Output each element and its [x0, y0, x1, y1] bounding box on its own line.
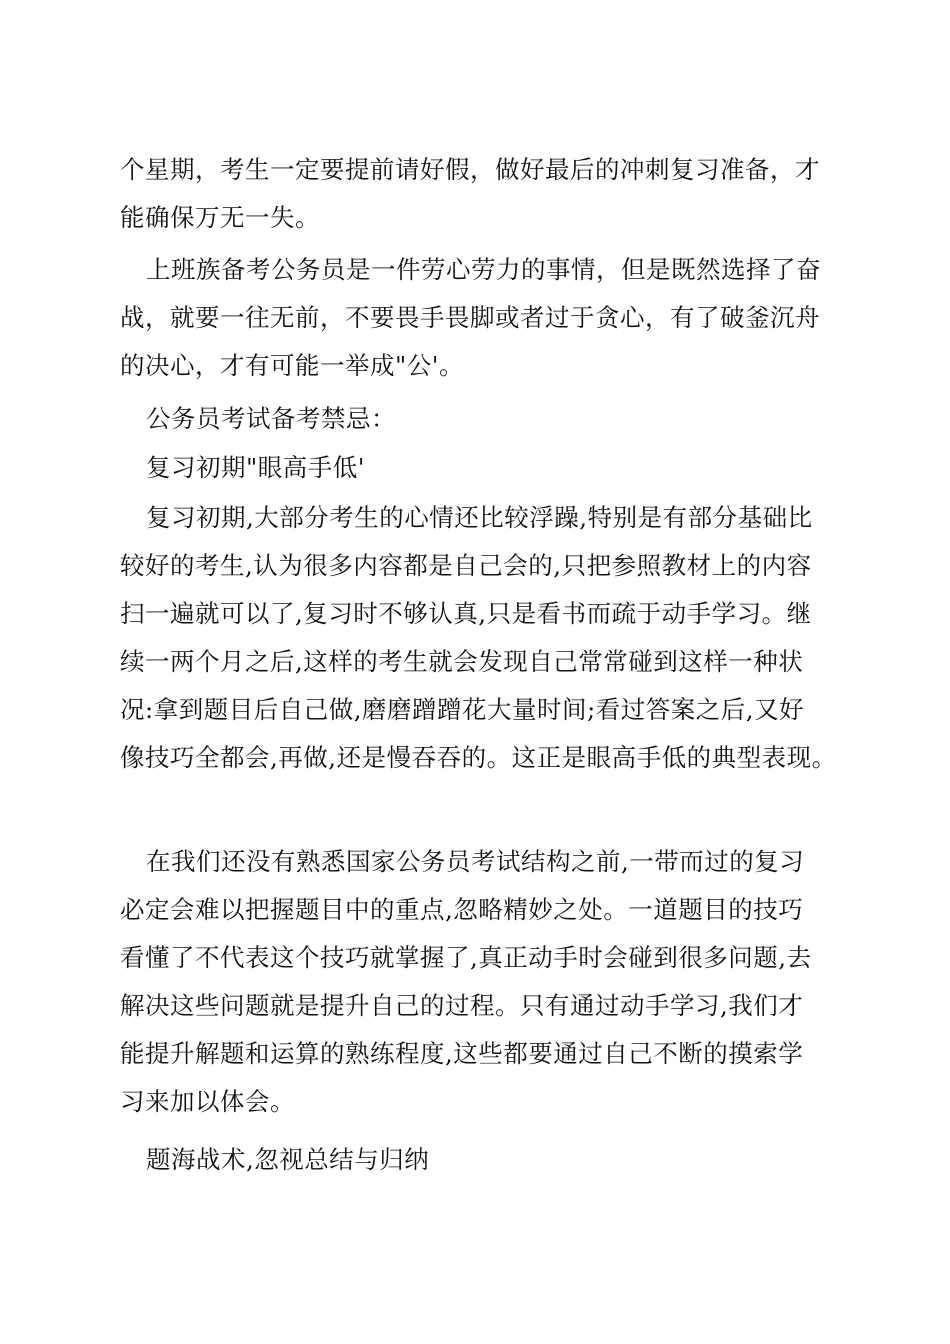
paragraph-office-worker-prep — [120, 246, 840, 390]
text-line: 复习初期"眼高手低' — [146, 453, 366, 482]
text-line: 续一两个月之后,这样的考生就会发现自己常常碰到这样一种状 — [120, 647, 804, 676]
text-line: 战，就要一往无前，不要畏手畏脚或者过于贪心，有了破釜沉舟 — [120, 303, 820, 332]
text-line: 题海战术,忽视总结与归纳 — [146, 1145, 430, 1174]
section-heading-taboos — [120, 395, 840, 443]
text-line: 较好的考生,认为很多内容都是自己会的,只把参照教材上的内容 — [120, 551, 812, 580]
text-line: 的决心，才有可能一举成"公'。 — [120, 351, 465, 380]
paragraph-early-review — [120, 494, 840, 782]
text-line: 在我们还没有熟悉国家公务员考试结构之前,一带而过的复习 — [146, 847, 805, 876]
text-line: 看懂了不代表这个技巧就掌握了,真正动手时会碰到很多问题,去 — [120, 943, 812, 972]
text-line: 像技巧全都会,再做,还是慢吞吞的。这正是眼高手低的典型表现。 — [120, 743, 837, 772]
text-line: 必定会难以把握题目中的重点,忽略精妙之处。一道题目的技巧 — [120, 895, 804, 924]
text-line: 个星期，考生一定要提前请好假，做好最后的冲刺复习准备，才 — [120, 155, 820, 184]
text-line: 公务员考试备考禁忌： — [146, 404, 396, 433]
text-line: 能确保万无一失。 — [120, 203, 320, 232]
text-line: 能提升解题和运算的熟练程度,这些都要通过自己不断的摸索学 — [120, 1039, 804, 1068]
subheading-question-sea — [120, 1136, 840, 1184]
text-line: 解决这些问题就是提升自己的过程。只有通过动手学习,我们才 — [120, 991, 804, 1020]
text-line: 上班族备考公务员是一件劳心劳力的事情，但是既然选择了奋 — [146, 255, 821, 284]
text-line: 扫一遍就可以了,复习时不够认真,只是看书而疏于动手学习。继 — [120, 599, 812, 628]
paragraph-exam-structure — [120, 838, 840, 1126]
paragraph-continuation — [120, 146, 840, 242]
subheading-early-review — [120, 444, 840, 492]
text-line: 复习初期,大部分考生的心情还比较浮躁,特别是有部分基础比 — [146, 503, 813, 532]
text-line: 况:拿到题目后自己做,磨磨蹭蹭花大量时间;看过答案之后,又好 — [120, 695, 805, 724]
text-line: 习来加以体会。 — [120, 1087, 295, 1116]
